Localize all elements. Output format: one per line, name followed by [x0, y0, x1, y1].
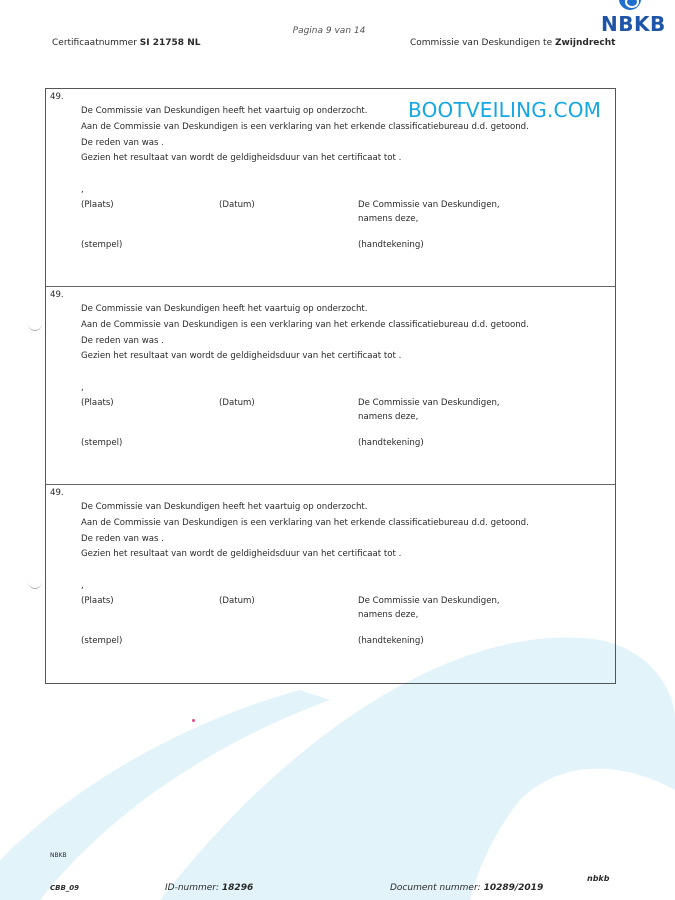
- signature-label: (handtekening): [358, 438, 424, 448]
- document-number: [390, 883, 543, 893]
- committee-location: [410, 38, 615, 48]
- form-code: CBB_09: [50, 884, 80, 892]
- reason-line: De reden van was .: [81, 336, 164, 346]
- place-label: (Plaats): [81, 596, 114, 606]
- committee-signature-label: De Commissie van Deskundigen,: [358, 596, 500, 606]
- classification-line: Aan de Commissie van Deskundigen is een verklaring van het erkende classificatiebureau d.d. getoond.: [81, 122, 529, 132]
- inspection-line: De Commissie van Deskundigen heeft het vaartuig op onderzocht.: [81, 502, 368, 512]
- entry-number: 49.: [50, 488, 64, 498]
- stamp-label: (stempel): [81, 438, 123, 448]
- on-behalf-label: namens deze,: [358, 412, 419, 422]
- place-label: (Plaats): [81, 200, 114, 210]
- stamp-label: (stempel): [81, 240, 123, 250]
- inspection-line: De Commissie van Deskundigen heeft het vaartuig op onderzocht.: [81, 304, 368, 314]
- inspection-block: [46, 484, 615, 682]
- certificate-value: SI 21758 NL: [139, 38, 201, 48]
- committee-label: Commissie van Deskundigen te: [410, 38, 555, 48]
- inspection-line: De Commissie van Deskundigen heeft het vaartuig op onderzocht.: [81, 106, 368, 116]
- date-label: (Datum): [219, 200, 255, 210]
- nbkb-emblem-icon: [619, 0, 641, 10]
- page-number: Pagina 9 van 14: [292, 26, 366, 36]
- entry-number: 49.: [50, 290, 64, 300]
- inspection-block: [46, 286, 615, 484]
- nbkb-logo: [601, 0, 666, 40]
- nbkb-logo-text: NBKB: [601, 12, 666, 36]
- place-date-separator: ,: [81, 383, 84, 393]
- committee-signature-label: De Commissie van Deskundigen,: [358, 398, 500, 408]
- id-number-label: ID-nummer:: [165, 883, 222, 893]
- punch-hole-mark: [28, 574, 42, 589]
- committee-place: Zwijndrecht: [554, 38, 616, 48]
- committee-signature-label: De Commissie van Deskundigen,: [358, 200, 500, 210]
- stamp-label: (stempel): [81, 636, 123, 646]
- reason-line: De reden van was .: [81, 138, 164, 148]
- signature-label: (handtekening): [358, 240, 424, 250]
- document-number-label: Document nummer:: [390, 883, 484, 893]
- place-label: (Plaats): [81, 398, 114, 408]
- footer-nbkb-mark: nbkb: [587, 874, 610, 883]
- document-number-value: 10289/2019: [483, 883, 544, 893]
- classification-line: Aan de Commissie van Deskundigen is een verklaring van het erkende classificatiebureau d.d. getoond.: [81, 320, 529, 330]
- place-date-separator: ,: [81, 581, 84, 591]
- validity-line: Gezien het resultaat van wordt de geldigheidsduur van het certificaat tot .: [81, 549, 402, 559]
- on-behalf-label: namens deze,: [358, 214, 419, 224]
- date-label: (Datum): [219, 398, 255, 408]
- entry-number: 49.: [50, 92, 64, 102]
- certificate-label: Certificaatnummer: [52, 38, 140, 48]
- on-behalf-label: namens deze,: [358, 610, 419, 620]
- footer-small-logo: NBKB: [50, 852, 67, 859]
- place-date-separator: ,: [81, 185, 84, 195]
- date-label: (Datum): [219, 596, 255, 606]
- ink-speck: [192, 719, 195, 722]
- id-number-value: 18296: [221, 883, 254, 893]
- bootveiling-watermark: BOOTVEILING.COM: [408, 98, 602, 122]
- classification-line: Aan de Commissie van Deskundigen is een verklaring van het erkende classificatiebureau d.d. getoond.: [81, 518, 529, 528]
- validity-line: Gezien het resultaat van wordt de geldigheidsduur van het certificaat tot .: [81, 351, 402, 361]
- certificate-number: [52, 38, 200, 48]
- punch-hole-mark: [28, 316, 42, 331]
- signature-label: (handtekening): [358, 636, 424, 646]
- reason-line: De reden van was .: [81, 534, 164, 544]
- id-number: [165, 883, 253, 893]
- certificate-form: [45, 88, 616, 684]
- validity-line: Gezien het resultaat van wordt de geldigheidsduur van het certificaat tot .: [81, 153, 402, 163]
